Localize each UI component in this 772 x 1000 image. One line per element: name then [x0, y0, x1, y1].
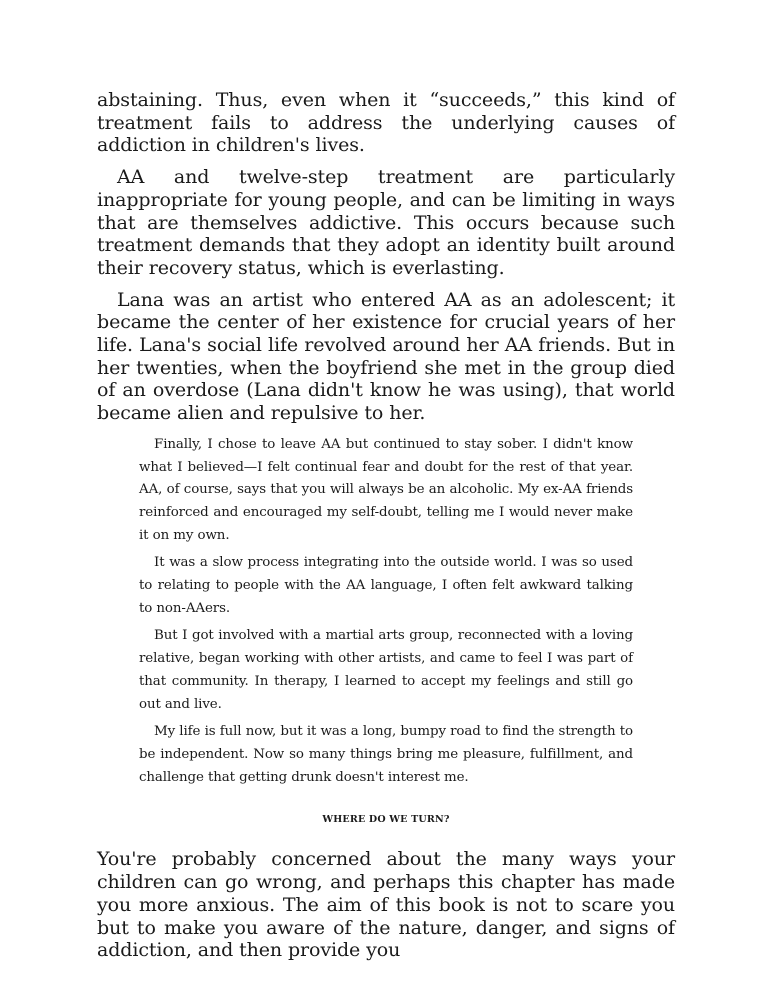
quote-paragraph-martial-arts: But I got involved with a martial arts group, reconnected with a loving relative, began working with other artists, and came to feel I was part of that community. In therapy, I learned to accept my feelings and still go out and live.: [139, 628, 633, 712]
paragraph-aa-treatment: AA and twelve-step treatment are particularly inappropriate for young people, and can be limiting in ways that are themselves addictive. This occurs because such treatment demands that they adopt an identity built around their recovery status, which is everlasting.: [97, 166, 675, 279]
quote-paragraph-leaving-aa: Finally, I chose to leave AA but continued to stay sober. I didn't know what I believed—I felt continual fear and doubt for the rest of that year. AA, of course, says that you will always be an alcoholic. My ex-AA friends reinforced and encouraged my self-doubt, telling me I would never make it on my own.: [139, 436, 633, 543]
paragraph-closing: You're probably concerned about the many ways your children can go wrong, and perhaps this chapter has made you more anxious. The aim of this book is not to scare you but to make you aware of the nature, danger, and signs of addiction, and then provide you: [97, 848, 675, 962]
page-content: [97, 89, 675, 962]
section-heading: WHERE DO WE TURN?: [322, 814, 450, 826]
paragraph-continuation: abstaining. Thus, even when it “succeeds,” this kind of treatment fails to address the underlying causes of addiction in children's lives.: [97, 89, 675, 157]
quote-paragraph-life-full: My life is full now, but it was a long, bumpy road to find the strength to be independent. Now so many things bring me pleasure, fulfillment, and challenge that getting drunk doesn't interest me.: [139, 724, 633, 785]
quote-paragraph-integrating: It was a slow process integrating into the outside world. I was so used to relating to people with the AA language, I often felt awkward talking to non-AAers.: [139, 555, 633, 616]
block-quote: [139, 434, 633, 790]
paragraph-lana-story: Lana was an artist who entered AA as an adolescent; it became the center of her existence for crucial years of her life. Lana's social life revolved around her AA friends. But in her twenties, when the boyfriend she met in the group died of an overdose (Lana didn't know he was using), that world became alien and repulsive to her.: [97, 288, 675, 425]
